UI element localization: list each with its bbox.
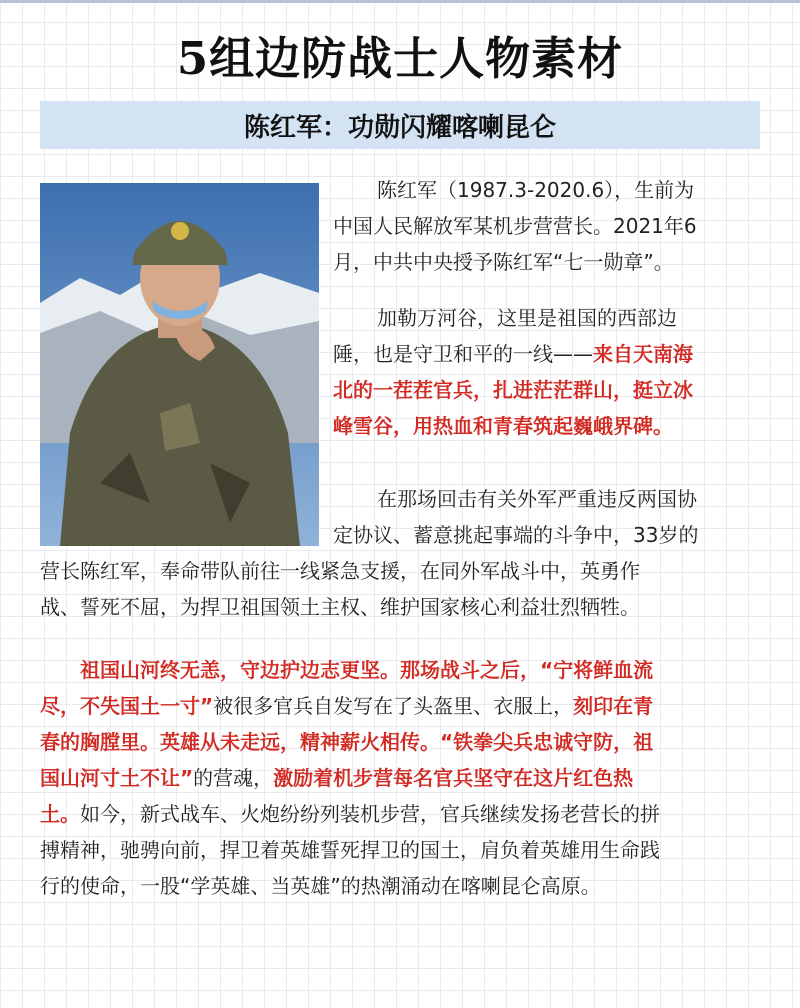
subtitle-banner (40, 101, 760, 149)
intro-line-1: 陈红军（1987.3-2020.6），生前为 (377, 178, 695, 202)
legacy-line-4-highlight: 国山河寸土不让” (40, 766, 194, 790)
legacy-line-5-highlight: 土。 (40, 802, 80, 826)
legacy-line-7: 行的使命，一股“学英雄、当英雄”的热潮涌动在喀喇昆仑高原。 (40, 874, 601, 898)
intro-line-2: 中国人民解放军某机步营营长。2021年6 (333, 214, 697, 238)
legacy-line-1-highlight: 祖国山河终无恙，守边护边志更坚。那场战斗之后，“宁将鲜血流 (80, 658, 654, 682)
valley-line-1: 加勒万河谷，这里是祖国的西部边 (377, 306, 677, 330)
battle-line-3: 营长陈红军，奉命带队前往一线紧急支援，在同外军战斗中，英勇作 (40, 559, 640, 583)
battle-line-2: 定协议、蓄意挑起事端的斗争中，33岁的 (333, 523, 699, 547)
battle-paragraph-top (333, 481, 765, 553)
intro-paragraph (333, 172, 765, 280)
valley-line-2-plain: 陲，也是守卫和平的一线—— (333, 342, 593, 366)
legacy-line-4-plain: 的营魂， (193, 766, 274, 790)
valley-line-3-highlight: 北的一茬茬官兵，扎进茫茫群山，挺立冰 (333, 378, 693, 402)
battle-line-4: 战、誓死不屈，为捍卫祖国领土主权、维护国家核心利益壮烈牺牲。 (40, 595, 640, 619)
valley-paragraph (333, 300, 765, 444)
intro-line-3: 月，中共中央授予陈红军“七一勋章”。 (333, 250, 674, 274)
legacy-line-5-plain: 如今，新式战车、火炮纷纷列装机步营，官兵继续发扬老营长的拼 (80, 802, 660, 826)
legacy-paragraph (40, 652, 765, 904)
valley-line-4-highlight: 峰雪谷，用热血和青春筑起巍峨界碑。 (333, 414, 673, 438)
subtitle-text: 陈红军：功勋闪耀喀喇昆仑 (243, 112, 556, 143)
legacy-line-3-highlight: 春的胸膛里。英雄从未走远，精神薪火相传。“铁拳尖兵忠诚守防，祖 (40, 730, 654, 754)
page-title: 5组边防战士人物素材 (176, 32, 624, 85)
battle-paragraph-bottom (40, 553, 765, 625)
valley-line-2-highlight: 来自天南海 (593, 342, 693, 366)
legacy-line-4-highlight-end: 激励着机步营每名官兵坚守在这片红色热 (273, 766, 634, 790)
legacy-line-2-plain: 被很多官兵自发写在了头盔里、衣服上， (213, 694, 574, 718)
soldier-portrait-photo (40, 183, 319, 546)
legacy-line-2-highlight-end: 刻印在青 (573, 694, 654, 718)
legacy-line-6: 搏精神，驰骋向前，捍卫着英雄誓死捍卫的国土，肩负着英雄用生命践 (40, 838, 660, 862)
legacy-line-2-highlight: 尽，不失国土一寸” (40, 694, 214, 718)
top-border-line (0, 0, 800, 3)
battle-line-1: 在那场回击有关外军严重违反两国协 (377, 487, 697, 511)
